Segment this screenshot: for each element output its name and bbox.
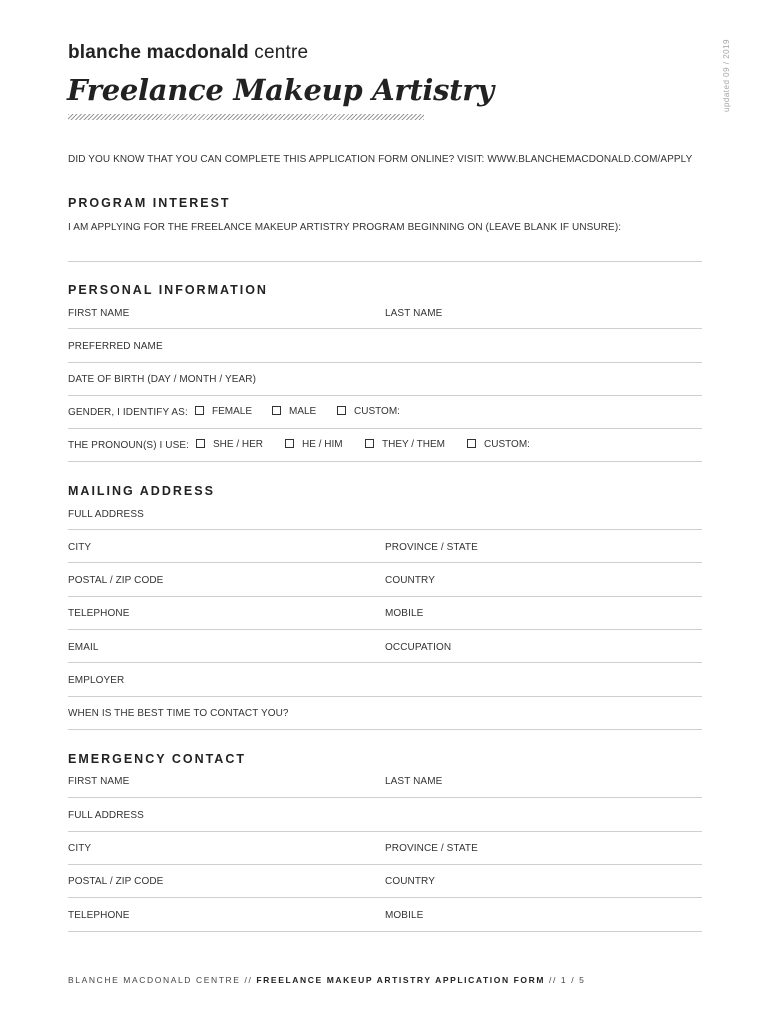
emergency-full-address-field[interactable]: [68, 831, 702, 832]
section-personal-information: PERSONAL INFORMATION: [68, 283, 268, 297]
province-state-label: PROVINCE / STATE: [385, 542, 478, 553]
pronoun-option-custom[interactable]: CUSTOM:: [467, 439, 530, 450]
section-program-interest: PROGRAM INTEREST: [68, 196, 231, 210]
gender-option-female[interactable]: FEMALE: [195, 406, 252, 417]
program-start-field[interactable]: [68, 261, 702, 262]
employer-label: EMPLOYER: [68, 675, 125, 686]
emergency-telephone-mobile-field[interactable]: [68, 931, 702, 932]
checkbox-icon[interactable]: [195, 406, 204, 415]
emergency-city-province-field[interactable]: [68, 864, 702, 865]
name-field[interactable]: [68, 328, 702, 329]
pronoun-field[interactable]: [68, 461, 702, 462]
occupation-label: OCCUPATION: [385, 642, 452, 653]
gender-field[interactable]: [68, 428, 702, 429]
city-label: CITY: [68, 542, 92, 553]
program-start-label: I AM APPLYING FOR THE FREELANCE MAKEUP ARTISTRY PROGRAM BEGINNING ON (LEAVE BLANK IF UNSURE):: [68, 222, 622, 233]
checkbox-icon[interactable]: [196, 439, 205, 448]
postal-country-field[interactable]: [68, 596, 702, 597]
checkbox-icon[interactable]: [337, 406, 346, 415]
gender-option-male[interactable]: MALE: [272, 406, 316, 417]
section-emergency-contact: EMERGENCY CONTACT: [68, 752, 246, 766]
brand-suffix: centre: [254, 42, 309, 63]
footer-org: BLANCHE MACDONALD CENTRE //: [68, 975, 253, 985]
pronoun-option-he-him[interactable]: HE / HIM: [285, 439, 343, 450]
page-footer: [68, 975, 585, 985]
email-occupation-field[interactable]: [68, 662, 702, 663]
section-mailing-address: MAILING ADDRESS: [68, 484, 215, 498]
emergency-first-name-label: FIRST NAME: [68, 776, 130, 787]
checkbox-icon[interactable]: [365, 439, 374, 448]
first-name-label: FIRST NAME: [68, 308, 130, 319]
checkbox-icon[interactable]: [467, 439, 476, 448]
page-title: Freelance Makeup Artistry: [67, 73, 494, 107]
preferred-name-field[interactable]: [68, 362, 702, 363]
brand-name: blanche macdonald: [68, 42, 249, 63]
date-of-birth-field[interactable]: [68, 395, 702, 396]
checkbox-icon[interactable]: [272, 406, 281, 415]
brand-logo: [68, 42, 308, 64]
full-address-field[interactable]: [68, 529, 702, 530]
mobile-label: MOBILE: [385, 608, 424, 619]
emergency-postal-label: POSTAL / ZIP CODE: [68, 876, 164, 887]
country-label: COUNTRY: [385, 575, 435, 586]
updated-date: updated 09 / 2019: [722, 38, 731, 112]
online-notice: DID YOU KNOW THAT YOU CAN COMPLETE THIS APPLICATION FORM ONLINE? VISIT: WWW.BLANCHEMACDONALD.COM/APPLY: [68, 154, 693, 165]
footer-page-number: // 1 / 5: [549, 975, 586, 985]
gender-option-custom[interactable]: CUSTOM:: [337, 406, 400, 417]
best-time-field[interactable]: [68, 729, 702, 730]
city-province-field[interactable]: [68, 562, 702, 563]
postal-code-label: POSTAL / ZIP CODE: [68, 575, 164, 586]
telephone-label: TELEPHONE: [68, 608, 130, 619]
full-address-label: FULL ADDRESS: [68, 509, 144, 520]
preferred-name-label: PREFERRED NAME: [68, 341, 163, 352]
checkbox-icon[interactable]: [285, 439, 294, 448]
emergency-name-field[interactable]: [68, 797, 702, 798]
emergency-postal-country-field[interactable]: [68, 897, 702, 898]
pronoun-label: THE PRONOUN(S) I USE:: [68, 440, 189, 451]
emergency-province-label: PROVINCE / STATE: [385, 843, 478, 854]
emergency-last-name-label: LAST NAME: [385, 776, 443, 787]
emergency-full-address-label: FULL ADDRESS: [68, 810, 144, 821]
email-label: EMAIL: [68, 642, 99, 653]
title-underline-hatch: [68, 114, 424, 120]
last-name-label: LAST NAME: [385, 308, 443, 319]
emergency-telephone-label: TELEPHONE: [68, 910, 130, 921]
emergency-mobile-label: MOBILE: [385, 910, 424, 921]
emergency-country-label: COUNTRY: [385, 876, 435, 887]
pronoun-option-she-her[interactable]: SHE / HER: [196, 439, 263, 450]
pronoun-option-they-them[interactable]: THEY / THEM: [365, 439, 445, 450]
date-of-birth-label: DATE OF BIRTH (DAY / MONTH / YEAR): [68, 374, 257, 385]
footer-form-name: FREELANCE MAKEUP ARTISTRY APPLICATION FORM: [256, 975, 546, 985]
gender-label: GENDER, I IDENTIFY AS:: [68, 407, 188, 418]
telephone-mobile-field[interactable]: [68, 629, 702, 630]
best-time-label: WHEN IS THE BEST TIME TO CONTACT YOU?: [68, 708, 289, 719]
emergency-city-label: CITY: [68, 843, 92, 854]
employer-field[interactable]: [68, 696, 702, 697]
